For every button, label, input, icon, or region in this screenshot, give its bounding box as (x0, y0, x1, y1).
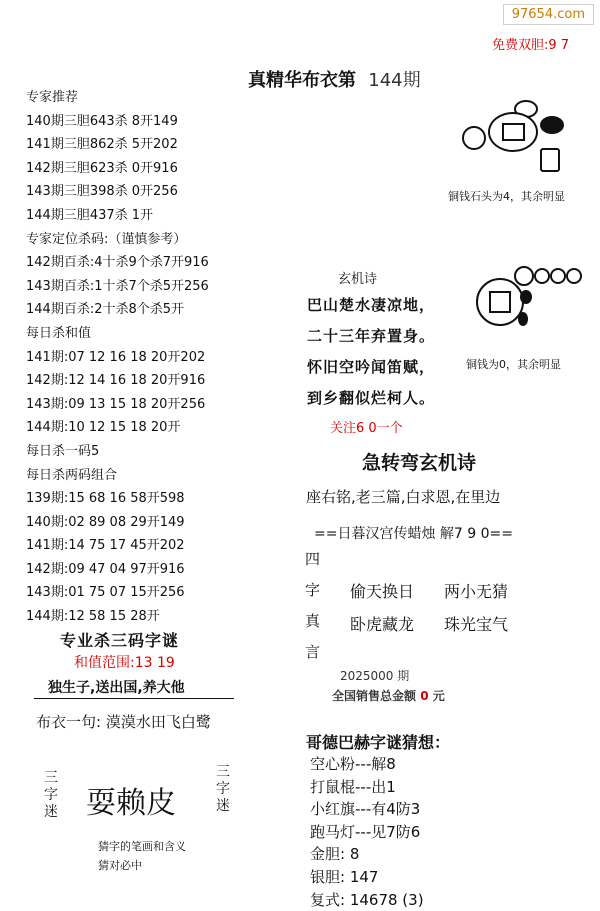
kill-two-line: 143期:01 75 07 15开256 (26, 585, 185, 601)
coin-icon (534, 268, 550, 284)
turn-poem-title: 急转弯玄机诗 (362, 452, 477, 474)
expert-line: 142期三胆623杀 0开916 (26, 160, 178, 176)
poem-title: 玄机诗 (338, 272, 378, 287)
riddle-hint-1: 猜字的笔画和含义 (98, 840, 186, 853)
four-char-true-words (305, 544, 320, 668)
vertical-char: 四 (305, 550, 321, 568)
idiom: 卧虎藏龙 (350, 615, 415, 634)
coin-icon (566, 268, 582, 284)
riddle-phrase: 独生子,送出国,养大他 (48, 680, 185, 696)
kill-two-line: 139期:15 68 16 58开598 (26, 491, 185, 507)
goldbach-line: 复式: 14678 (3) (310, 890, 424, 909)
follow-note: 关注6 0一个 (330, 421, 403, 436)
idiom: 两小无猜 (444, 582, 509, 601)
expert-label: 专家推荐 (26, 90, 79, 105)
vertical-char: 真 (305, 612, 321, 630)
sunset-line: ==日暮汉宫传蜡烛 解7 9 0== (314, 526, 513, 542)
goldbach-line: 金胆: 8 (310, 845, 360, 864)
goldbach-line: 银胆: 147 (310, 867, 379, 886)
poem-line: 怀旧空吟闻笛赋， (307, 358, 436, 376)
position-line: 144期百杀:2十杀8个杀5开 (26, 302, 185, 318)
stone-icon (520, 290, 532, 304)
stone-icon (518, 312, 528, 326)
vertical-char: 言 (305, 643, 321, 661)
goldbach-list (310, 753, 424, 911)
site-brand-label: 97654.com (503, 4, 594, 25)
poem-line: 二十三年弃置身。 (307, 327, 436, 345)
three-char-riddle-right-label: 三字迷 (216, 764, 230, 814)
kill-two-line: 142期:09 47 04 97开916 (26, 561, 185, 577)
poem-line: 到乡翻似烂柯人。 (307, 389, 436, 407)
sales-issue: 2025000 期 (340, 669, 410, 683)
idiom: 珠光宝气 (444, 615, 509, 634)
sales-value: 0 (420, 689, 429, 703)
expert-line: 141期三胆862杀 5开202 (26, 137, 178, 153)
goldbach-line: 空心粉---解8 (310, 755, 396, 773)
expert-line: 144期三胆437杀 1开 (26, 207, 154, 223)
expert-line: 143期三胆398杀 0开256 (26, 184, 178, 200)
three-char-riddle-left-label: 三字迷 (44, 770, 58, 820)
sales-total (332, 687, 445, 704)
expert-line: 140期三胆643杀 8开149 (26, 113, 178, 129)
buyi-line: 布衣一句: 漠漠水田飞白鹭 (36, 713, 211, 731)
page-title (248, 66, 421, 92)
sum-line: 144期:10 12 15 18 20开 (26, 420, 181, 436)
sum-range-text: 和值范围:13 19 (74, 655, 175, 671)
mystic-poem (307, 290, 435, 414)
left-column-lists (26, 86, 209, 629)
coin-icon (550, 268, 566, 284)
position-line: 142期百杀:4十杀9个杀7开916 (26, 255, 209, 271)
three-char-riddle-main: 耍赖皮 (86, 786, 176, 821)
kill-two-line: 141期:14 75 17 45开202 (26, 538, 185, 554)
kill-two-line: 144期:12 58 15 28开 (26, 609, 160, 625)
idiom: 偷天换日 (350, 582, 415, 601)
position-line: 143期百杀:1十杀7个杀5开256 (26, 278, 209, 294)
position-label: 专家定位杀码:（谨慎参考） (26, 231, 187, 247)
coin-icon (462, 126, 486, 150)
coin-icon (514, 266, 534, 286)
kill-two-line: 140期:02 89 08 29开149 (26, 514, 185, 530)
riddle-title: 专业杀三码字谜 (60, 631, 180, 650)
goldbach-line: 跑马灯---见7防6 (310, 822, 421, 841)
stone-icon (540, 148, 560, 172)
sales-label: 全国销售总金额 (332, 689, 417, 703)
goldbach-line: 打鼠棍---出1 (310, 777, 396, 796)
coin-icon (488, 112, 538, 152)
poem-line: 巴山楚水凄凉地， (307, 296, 436, 314)
drawing-caption-2: 铜钱为0，其余明显 (466, 358, 561, 371)
issue-number: 144期 (368, 70, 421, 91)
kill-two-label: 每日杀两码组合 (26, 467, 118, 483)
sum-line: 142期:12 14 16 18 20开916 (26, 373, 206, 389)
goldbach-line: 小红旗---有4防3 (310, 800, 421, 819)
sum-line: 141期:07 12 16 18 20开202 (26, 349, 206, 365)
stone-icon (540, 116, 564, 134)
divider-line (34, 698, 234, 699)
title-text: 真精华布衣第 (248, 70, 356, 91)
vertical-char: 字 (305, 581, 321, 599)
sum-line: 143期:09 13 15 18 20开256 (26, 396, 206, 412)
kill-one-text: 每日杀一码5 (26, 443, 100, 459)
motto-line: 座右铭,老三篇,白求恩,在里边 (306, 488, 501, 506)
drawing-caption-1: 铜钱石头为4，其余明显 (448, 190, 565, 203)
goldbach-title: 哥德巴赫字谜猜想： (306, 733, 451, 752)
coin-icon (476, 278, 524, 326)
sales-unit: 元 (432, 689, 445, 703)
free-pair-text: 免费双胆:9 7 (492, 38, 570, 53)
riddle-hint-2: 猜对必中 (98, 859, 142, 872)
sum-label: 每日杀和值 (26, 325, 92, 341)
